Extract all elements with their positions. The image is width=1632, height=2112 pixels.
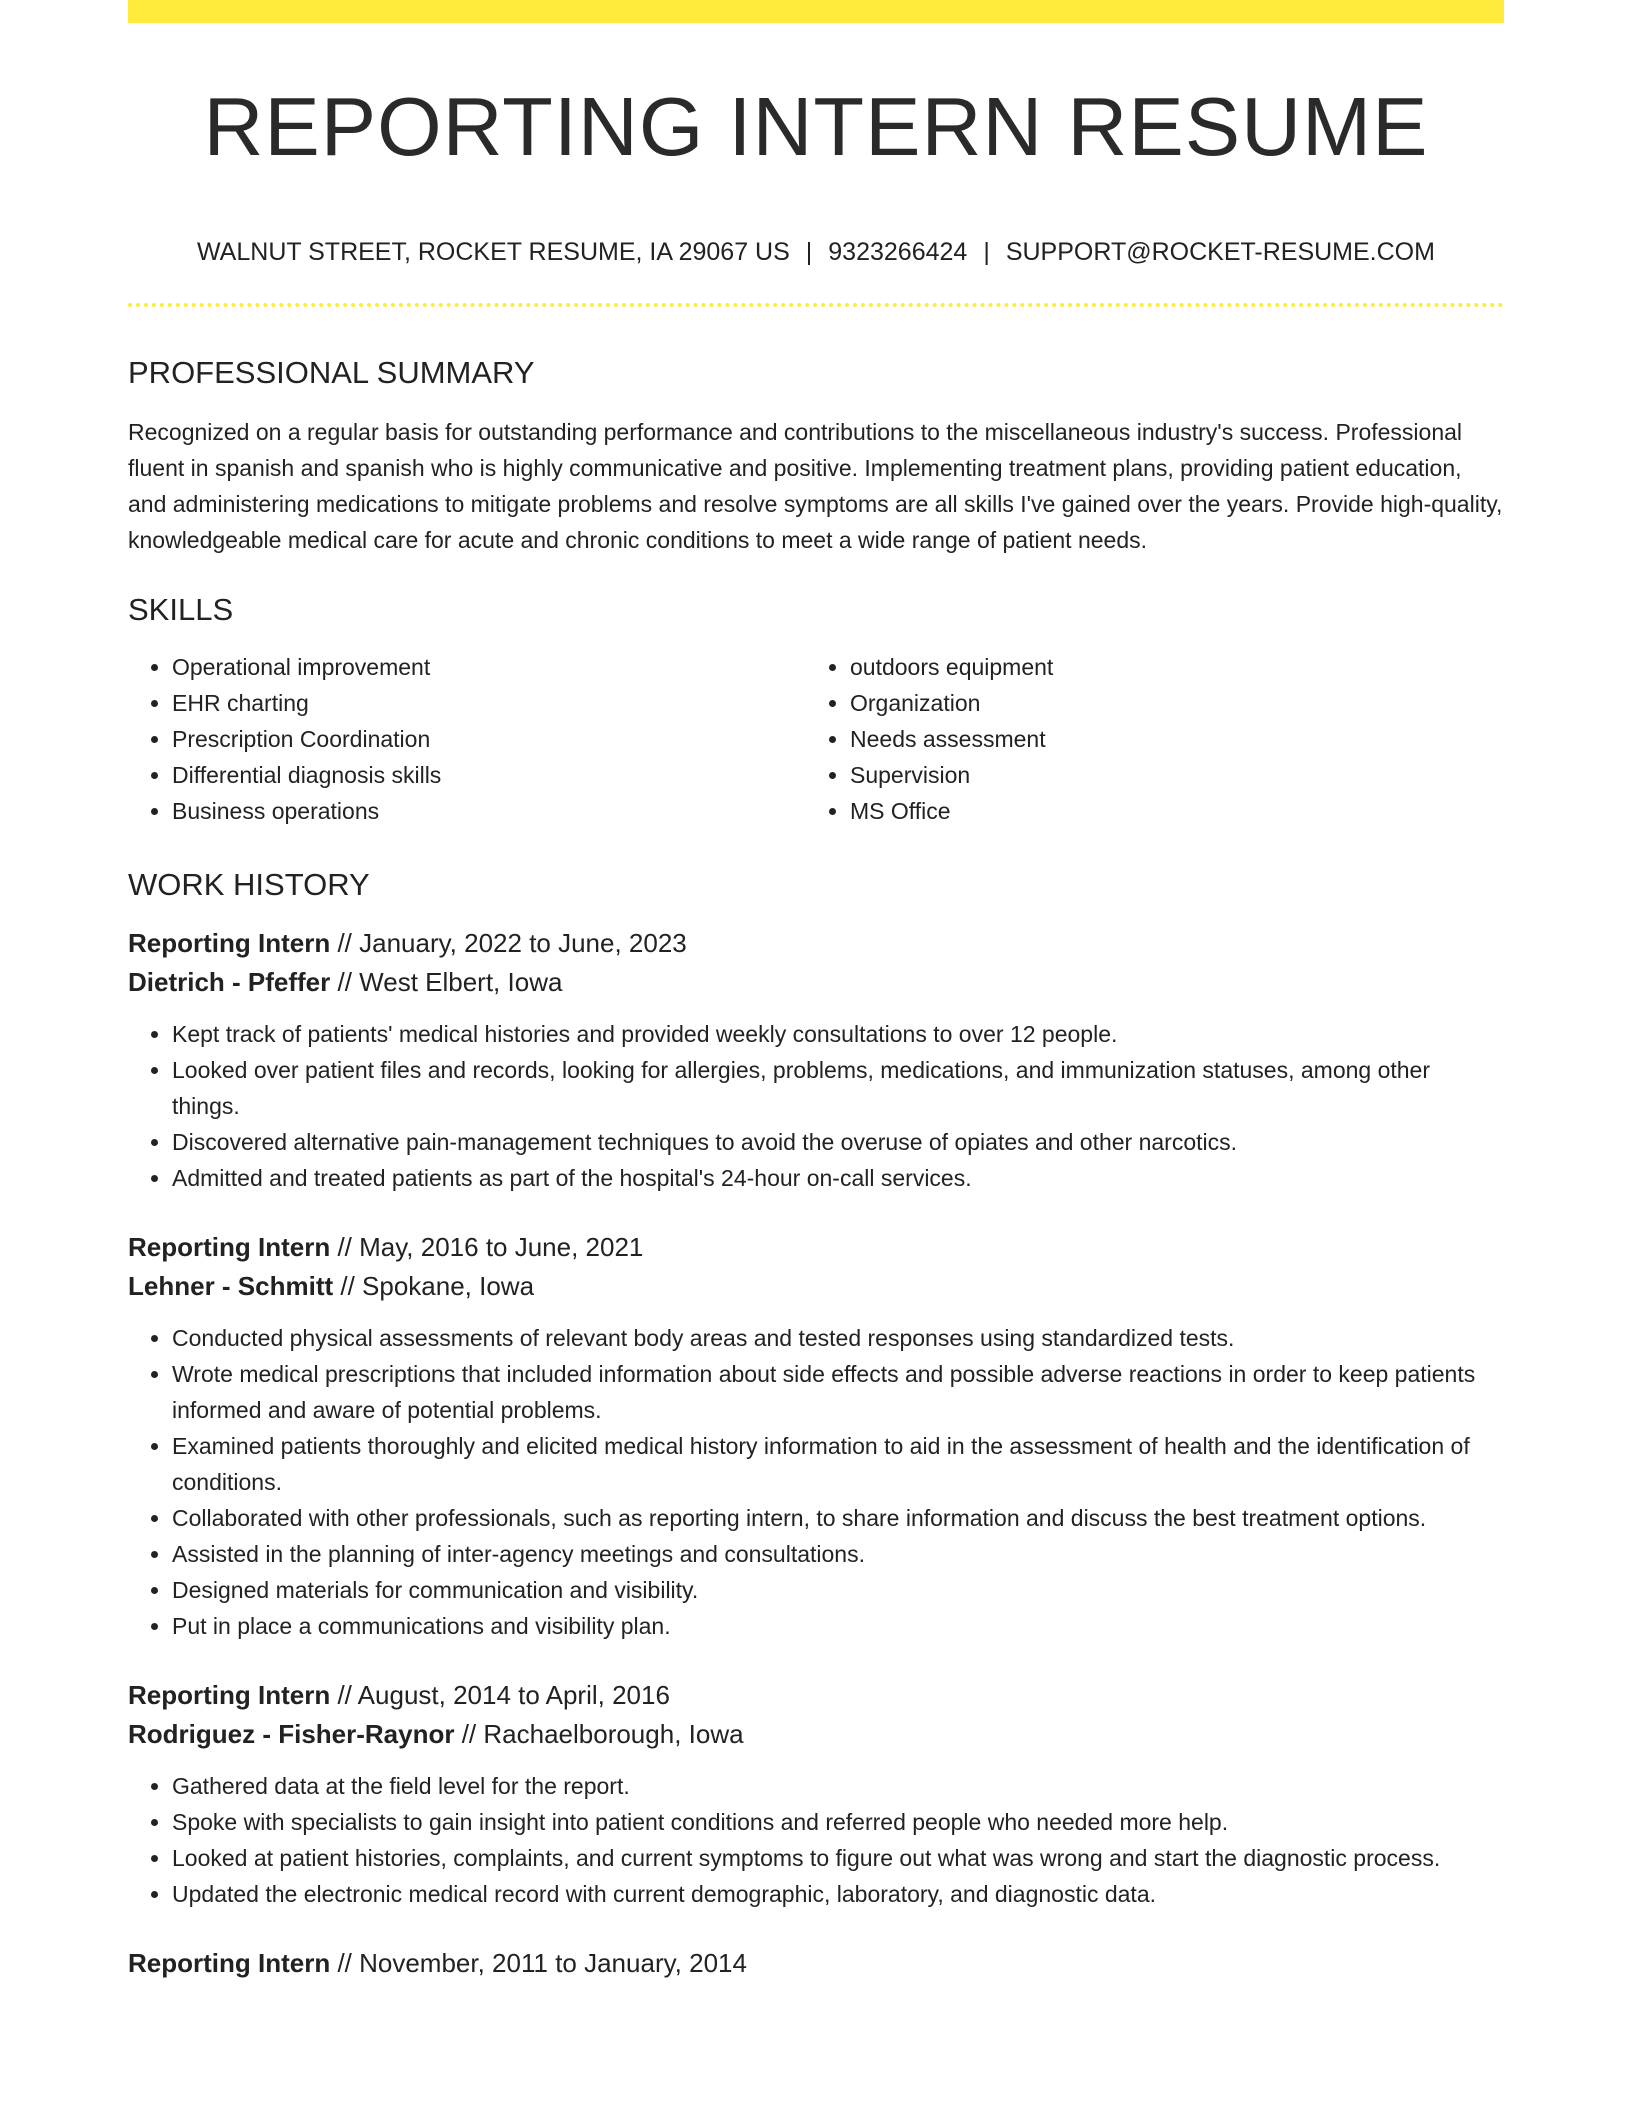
skill-item: • outdoors equipment [850,649,1484,685]
job-bullet: • Assisted in the planning of inter-agency meetings and consultations. [172,1536,1504,1572]
job-bullet: • Looked at patient histories, complaints, and current symptoms to figure out what was wrong and start the diagnostic process. [172,1840,1504,1876]
skill-item: • Differential diagnosis skills [172,757,806,793]
skills-heading: SKILLS [128,592,234,627]
job-entry [128,1228,1504,1644]
job-entry [128,1676,1504,1912]
skill-item: • Business operations [172,793,806,829]
job-bullet: • Gathered data at the field level for the report. [172,1768,1504,1804]
job-bullet: • Wrote medical prescriptions that included information about side effects and possible adverse reactions in order to keep patients informed and aware of potential problems. [172,1356,1504,1428]
job-bullet: • Collaborated with other professionals, such as reporting intern, to share information and discuss the best treatment options. [172,1500,1504,1536]
job-role-line [128,924,1504,963]
skill-item: • Operational improvement [172,649,806,685]
contact-address: WALNUT STREET, ROCKET RESUME, IA 29067 US [197,238,790,266]
contact-email: SUPPORT@ROCKET-RESUME.COM [1005,238,1435,266]
job-company: Dietrich - Pfeffer [128,967,331,997]
job-company-line [128,1267,1504,1306]
job-role: Reporting Intern [128,1680,331,1710]
skills-list-right [806,649,1484,829]
job-bullet: • Examined patients thoroughly and elicited medical history information to aid in the assessment of health and the identification of conditions. [172,1428,1504,1500]
job-location: // West Elbert, Iowa [330,967,563,997]
skill-item: • EHR charting [172,685,806,721]
skill-item: • Organization [850,685,1484,721]
contact-separator: | [983,238,990,266]
job-bullet: • Designed materials for communication and visibility. [172,1572,1504,1608]
job-bullets [128,1768,1504,1912]
job-bullet: • Discovered alternative pain-management techniques to avoid the overuse of opiates and other narcotics. [172,1124,1504,1160]
job-company: Lehner - Schmitt [128,1271,334,1301]
job-dates: // August, 2014 to April, 2016 [330,1680,670,1710]
skills-columns [128,649,1504,829]
resume-page [128,0,1504,1983]
job-bullet: • Kept track of patients' medical histories and provided weekly consultations to over 12 people. [172,1016,1504,1052]
job-bullets [128,1016,1504,1196]
summary-text: Recognized on a regular basis for outstanding performance and contributions to the miscellaneous industry's success. Professional fluent in spanish and spanish who is highly communicative and positive. Implementing treatment plans, providing patient education, and administering medications to mitigate problems and resolve symptoms are all skills I've gained over the years. Provide high-quality, knowledgeable medical care for acute and chronic conditions to meet a wide range of patient needs. [128,419,1503,553]
skills-list-left [128,649,806,829]
job-dates: // May, 2016 to June, 2021 [330,1232,644,1262]
resume-title: REPORTING INTERN RESUME [203,80,1429,173]
job-company: Rodriguez - Fisher-Raynor [128,1719,455,1749]
job-company-line [128,963,1504,1002]
skill-item: • Prescription Coordination [172,721,806,757]
job-bullet: • Looked over patient files and records, looking for allergies, problems, medications, and immunization statuses, among other things. [172,1052,1504,1124]
skill-item: • Supervision [850,757,1484,793]
contact-phone: 9323266424 [828,238,968,266]
skill-item: • Needs assessment [850,721,1484,757]
job-bullets [128,1320,1504,1644]
contact-separator: | [805,238,813,266]
job-bullet: • Conducted physical assessments of relevant body areas and tested responses using standardized tests. [172,1320,1504,1356]
job-bullet: • Put in place a communications and visibility plan. [172,1608,1504,1644]
job-location: // Rachaelborough, Iowa [454,1719,744,1749]
job-bullet: • Spoke with specialists to gain insight into patient conditions and referred people who needed more help. [172,1804,1504,1840]
job-dates: // January, 2022 to June, 2023 [330,928,687,958]
dotted-divider [128,303,1504,307]
job-dates: // November, 2011 to January, 2014 [330,1948,747,1978]
work-history-heading: WORK HISTORY [128,867,370,902]
job-role-line [128,1676,1504,1715]
summary-heading: PROFESSIONAL SUMMARY [128,355,535,390]
contact-line [128,240,1504,265]
accent-top-bar [128,0,1504,23]
job-role: Reporting Intern [128,1948,331,1978]
job-entry [128,1944,1504,1983]
job-role: Reporting Intern [128,928,331,958]
job-role: Reporting Intern [128,1232,331,1262]
job-entry [128,924,1504,1196]
skill-item: • MS Office [850,793,1484,829]
job-company-line [128,1715,1504,1754]
job-location: // Spokane, Iowa [333,1271,535,1301]
job-bullet: • Updated the electronic medical record with current demographic, laboratory, and diagnostic data. [172,1876,1504,1912]
job-bullet: • Admitted and treated patients as part of the hospital's 24-hour on-call services. [172,1160,1504,1196]
job-role-line [128,1944,1504,1983]
job-role-line [128,1228,1504,1267]
